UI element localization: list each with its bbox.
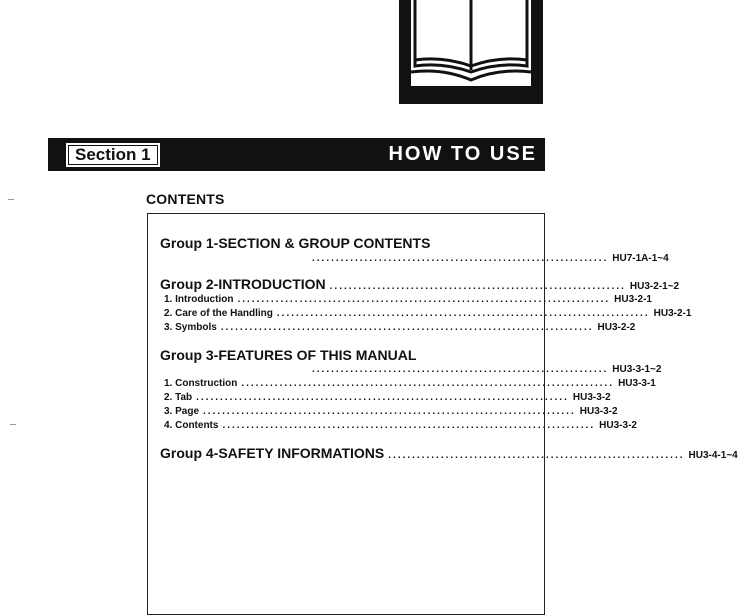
section-title: HOW TO USE	[388, 143, 537, 165]
leader-dots: ..............................................................................	[276, 308, 650, 319]
item-ref: HU3-2-2	[597, 322, 636, 333]
group1-ref: HU7-1A-1~4	[612, 253, 669, 264]
leader-dots: ..............................................................................	[237, 294, 611, 305]
group1-title: Group 1-SECTION & GROUP CONTENTS	[160, 235, 431, 251]
leader-dots: ..............................................................	[312, 253, 609, 264]
item-label: 1. Introduction	[164, 294, 234, 305]
margin-mark	[8, 199, 14, 200]
toc-item	[164, 378, 656, 389]
leader-dots: ..............................................................................	[196, 392, 569, 403]
group3-title: Group 3-FEATURES OF THIS MANUAL	[160, 347, 417, 363]
leader-dots: ..............................................................	[329, 281, 626, 292]
item-ref: HU3-3-2	[579, 406, 618, 417]
group3-ref: HU3-3-1~2	[612, 364, 662, 375]
toc-item	[164, 294, 652, 305]
group1-ref-line	[308, 253, 669, 264]
item-label: 3. Symbols	[164, 322, 217, 333]
leader-dots: ..............................................................	[312, 364, 609, 375]
margin-mark	[10, 424, 16, 425]
leader-dots: ..............................................................................	[241, 378, 615, 389]
group2-line	[160, 276, 680, 292]
toc-item	[164, 420, 637, 431]
item-ref: HU3-2-1	[653, 308, 692, 319]
toc-item	[164, 392, 611, 403]
group4-title: Group 4-SAFETY INFORMATIONS	[160, 445, 385, 461]
leader-dots: ..............................................................	[388, 450, 685, 461]
manual-graphic	[399, 0, 543, 104]
item-label: 4. Contents	[164, 420, 219, 431]
toc-item	[164, 308, 692, 319]
item-label: 2. Care of the Handling	[164, 308, 273, 319]
item-label: 2. Tab	[164, 392, 193, 403]
item-ref: HU3-3-2	[572, 392, 611, 403]
item-ref: HU3-3-2	[599, 420, 637, 431]
contents-heading: CONTENTS	[146, 191, 225, 207]
section-label: Section 1	[68, 145, 158, 165]
item-ref: HU3-2-1	[614, 294, 652, 305]
toc-item	[164, 322, 636, 333]
group4-ref: HU3-4-1~4	[688, 450, 738, 461]
item-label: 3. Page	[164, 406, 200, 417]
toc-item	[164, 406, 618, 417]
contents-box	[147, 213, 738, 615]
item-label: 1. Construction	[164, 378, 238, 389]
group4-line	[160, 445, 738, 461]
group3-ref-line	[308, 364, 662, 375]
item-ref: HU3-3-1	[618, 378, 656, 389]
group2-title: Group 2-INTRODUCTION	[160, 276, 326, 292]
group2-ref: HU3-2-1~2	[629, 281, 680, 292]
leader-dots: ..............................................................................	[203, 406, 576, 417]
leader-dots: ..............................................................................	[220, 322, 594, 333]
section-header-bar	[48, 138, 545, 171]
open-book-icon	[399, 0, 543, 104]
leader-dots: ..............................................................................	[222, 420, 596, 431]
